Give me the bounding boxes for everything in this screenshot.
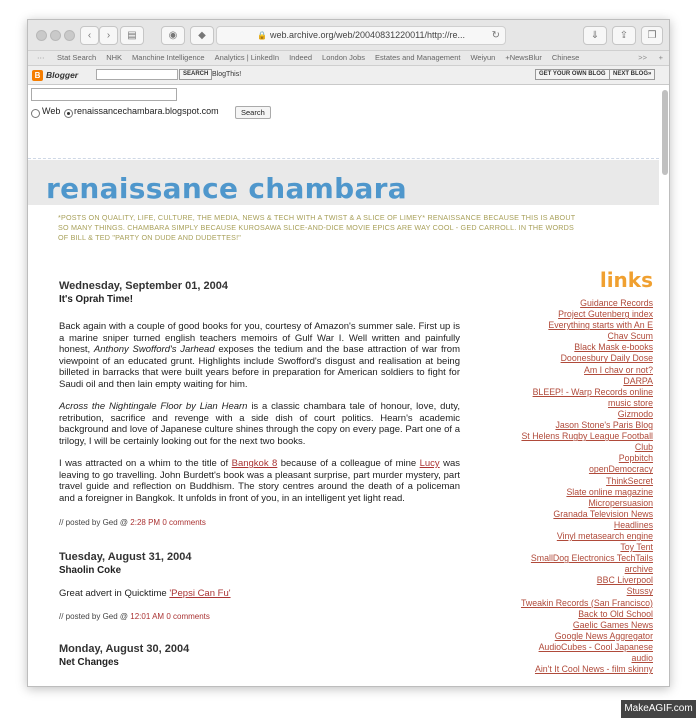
tabs-icon[interactable]: ❐ (641, 26, 663, 45)
post-date: Wednesday, September 01, 2004 (59, 280, 228, 292)
post (59, 551, 460, 621)
close-window-button[interactable] (36, 30, 47, 41)
sidebar-link[interactable]: music store (608, 397, 653, 408)
sidebar-link[interactable]: Micropersuasion (588, 497, 653, 508)
site-search-input[interactable] (31, 88, 177, 101)
blogger-logo-text: Blogger (46, 70, 79, 80)
sidebar-link[interactable]: audio (631, 653, 653, 663)
sidebar-link[interactable]: Club (634, 442, 653, 453)
post-paragraph: Great advert in Quicktime 'Pepsi Can Fu' (59, 588, 231, 599)
blog-title[interactable]: renaissance chambara (46, 172, 407, 205)
blogger-b-icon: B (32, 70, 43, 81)
new-tab-icon[interactable]: + (658, 53, 663, 62)
sidebar-link[interactable]: BLEEP! - Warp Records online (532, 386, 653, 397)
post-footer: // posted by Ged @ 2:28 PM 0 comments (59, 518, 206, 527)
links-heading: links (599, 268, 653, 292)
sidebar-link[interactable]: Jason Stone's Paris Blog (555, 420, 653, 431)
browser-window (27, 19, 670, 687)
main-column (59, 280, 460, 684)
sidebar-link[interactable]: Project Gutenberg index (558, 309, 653, 320)
navbar-search-input[interactable] (96, 69, 178, 80)
sidebar-link[interactable]: St Helens Rugby League Football (521, 431, 653, 442)
divider (28, 158, 659, 159)
sidebar-link[interactable]: ThinkSecret (606, 475, 653, 486)
post (59, 280, 460, 527)
bookmark-item[interactable]: Manchine Intelligence (132, 53, 205, 62)
url-text: web.archive.org/web/20040831220011/http://re... (270, 30, 465, 40)
sidebar-link[interactable]: Google News Aggregator (554, 630, 653, 641)
forward-button[interactable]: › (99, 26, 118, 45)
bookmark-item[interactable]: Weiyun (470, 53, 496, 62)
sidebar-link[interactable]: Black Mask e-books (574, 342, 653, 353)
post-title: Shaolin Coke (59, 565, 122, 576)
more-bookmarks-icon[interactable]: >> (638, 53, 647, 62)
bookmark-item[interactable]: Chinese (551, 53, 580, 62)
minimize-window-button[interactable] (50, 30, 61, 41)
bookmark-item[interactable]: NHK (106, 53, 123, 62)
scrollbar[interactable] (662, 90, 668, 175)
sidebar-link[interactable]: AudioCubes - Cool Japanese (538, 641, 653, 652)
bookmark-item[interactable]: London Jobs (322, 53, 365, 62)
title-bar (28, 20, 669, 51)
post-footer: // posted by Ged @ 12:01 AM 0 comments (59, 611, 210, 621)
post-date: Monday, August 30, 2004 (59, 642, 190, 655)
next-blog-button[interactable]: NEXT BLOG» (609, 69, 655, 80)
blogthis-link[interactable]: BlogThis! (212, 71, 242, 78)
post-paragraph: Across the Nightingale Floor by Lian Hearn is a classic chambara tale of honour, love, duty, retribution, sacrifice and revenge with a side dish of court politics. Hearn's academic background and love of Japanese culture shines through the copy on every page. Part one of a trilogy, I will be certainly looking out for the next two books. (59, 401, 460, 447)
site-search-form (28, 84, 659, 158)
bookmark-item[interactable]: Analytics | LinkedIn (214, 53, 280, 62)
bookmark-item[interactable]: Indeed (289, 53, 313, 62)
download-icon[interactable]: ⇓ (583, 26, 607, 45)
sidebar-link[interactable]: Ain't It Cool News - film skinny (534, 664, 653, 675)
extension-icon[interactable]: ◆ (190, 26, 214, 45)
sidebar-link[interactable]: Gizmodo (617, 408, 653, 419)
sidebar-link[interactable]: Back to Old School (578, 608, 653, 619)
post-title: Net Changes (59, 656, 119, 668)
lucy-link[interactable]: Lucy (419, 458, 440, 469)
radio-site-label: renaissancechambara.blogspot.com (74, 106, 219, 116)
sidebar-link[interactable]: DARPA (623, 375, 653, 386)
blogger-navbar (28, 66, 669, 85)
radio-web-label: Web (42, 106, 61, 116)
navbar-search-button[interactable]: SEARCH (179, 69, 212, 80)
bookmark-item[interactable]: Estates and Management (374, 53, 461, 62)
sidebar-icon[interactable]: ▤ (120, 26, 144, 45)
site-search-button[interactable]: Search (235, 106, 271, 119)
address-bar[interactable] (216, 26, 506, 45)
post-paragraph: I was attracted on a whim to the title of Bangkok 8 because of a colleague of mine Lucy was leaving to go travelling. John Burdett's book was a pleasant surprise, part murder mystery, part travel guide and reflection on Buddhism. The story centres around the death of a policeman and a foreigner in Bangkok. It unfolds in front of you, in an intelligent yet light read. (59, 458, 460, 504)
sidebar-link[interactable]: archive (624, 564, 653, 575)
radio-web[interactable] (31, 109, 40, 118)
sidebar-link[interactable]: Slate online magazine (566, 486, 653, 497)
pinterest-icon[interactable]: ◉ (161, 26, 185, 45)
share-icon[interactable]: ⇪ (612, 26, 636, 45)
back-button[interactable]: ‹ (80, 26, 99, 45)
comments-link[interactable]: 0 comments (166, 611, 210, 621)
sidebar-link[interactable]: Doonesbury Daily Dose (560, 353, 653, 364)
bangkok-8-link[interactable]: Bangkok 8 (231, 458, 278, 469)
post-date: Tuesday, August 31, 2004 (59, 551, 192, 563)
bookmark-item[interactable]: +NewsBlur (505, 53, 542, 62)
sidebar-link[interactable]: openDemocracy (588, 464, 653, 475)
post-paragraph: Back again with a couple of good books for you, courtesy of Amazon's summer sale. First up is a marine sniper turned english teachers memoirs of Gulf War I. Well written and painfully honest, Anthony Swofford's Jarhead exposes the tedium and the base attraction of war from viewpoint of an educated grunt. Highlights include Swofford's disgust and realisation at being billeted in barracks that were built years before in preparation for American soldiers to fight for Saudi oil and then lain empty waiting for him. (59, 321, 461, 390)
bookmarks-bar (28, 51, 669, 66)
post (59, 643, 460, 668)
permalink[interactable]: 12:01 AM (130, 611, 165, 621)
permalink[interactable]: 2:28 PM (130, 518, 161, 527)
post-title: It's Oprah Time! (59, 294, 134, 305)
sidebar-link[interactable]: SmallDog Electronics TechTails (530, 553, 653, 564)
blogger-logo[interactable] (32, 69, 78, 81)
sidebar-link[interactable]: Am I chav or not? (584, 364, 653, 375)
zoom-window-button[interactable] (64, 30, 75, 41)
sidebar-link[interactable]: Toy Tent (620, 542, 653, 553)
sidebar-link[interactable]: Stussy (626, 586, 653, 597)
reload-icon[interactable]: ↻ (491, 30, 500, 41)
watermark: MakeAGIF.com (621, 700, 696, 718)
sidebar-link[interactable]: Guidance Records (580, 298, 653, 308)
lock-icon: 🔒 (257, 31, 267, 40)
links-list (493, 298, 653, 675)
apps-grid-icon[interactable]: ⋯ (37, 53, 45, 62)
sidebar-link[interactable]: Tweakin Records (San Francisco) (520, 597, 653, 608)
blog-tagline: *POSTS ON QUALITY, LIFE, CULTURE, THE MEDIA, NEWS & TECH WITH A TWIST & A SLICE OF LIMEY* RENAISSANCE BECAUSE THIS IS ABOUT SO MANY THINGS. CHAMBARA SIMPLY BECAUSE KUROSAWA SLICE-AND-DICE MOVIE EPICS ARE WAY COOL - GED CARROLL. IN THE WORDS OF BILL & TED "PARTY ON DUDE AND DUDETTES!" (58, 213, 576, 242)
sidebar-link[interactable]: Everything starts with An E (548, 320, 653, 331)
comments-link[interactable]: 0 comments (162, 518, 206, 527)
get-your-own-blog-button[interactable]: GET YOUR OWN BLOG (535, 69, 610, 80)
pepsi-can-fu-link[interactable]: 'Pepsi Can Fu' (169, 588, 231, 599)
bookmark-items (57, 51, 589, 65)
radio-site[interactable] (64, 109, 73, 118)
sidebar-link[interactable]: Granada Television News (553, 508, 653, 519)
bookmark-item[interactable]: Stat Search (57, 53, 97, 62)
sidebar-link[interactable]: Headlines (613, 519, 653, 530)
sidebar-link[interactable]: Chav Scum (607, 331, 653, 342)
sidebar-link[interactable]: Popbitch (618, 453, 653, 464)
sidebar-link[interactable]: Gaelic Games News (572, 619, 653, 630)
sidebar-link[interactable]: Vinyl metasearch engine (556, 530, 653, 541)
sidebar-link[interactable]: BBC Liverpool (596, 575, 653, 586)
